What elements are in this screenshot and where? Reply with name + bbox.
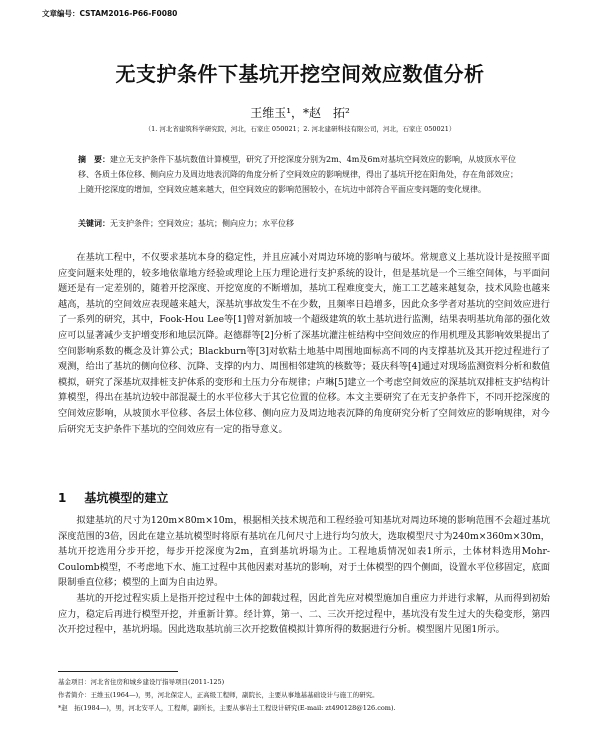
footnote-divider [58, 671, 178, 672]
article-number: 文章编号：CSTAM2016-P66-F0080 [42, 9, 178, 18]
keywords-text: 无支护条件；空间效应；基坑；侧向应力；水平位移 [110, 219, 294, 228]
abstract-label: 摘 要： [78, 154, 110, 164]
intro-paragraph: 在基坑工程中，不仅要求基坑本身的稳定性，并且应减小对周边环境的影响与破坏。常规意义上基坑设计是按照平面应变问题来处理的，较多地依靠地方经验或理论上压力理论进行支护系统的设计，但是基坑是一个三维空间体，与平面问题还是有一定差别的，随着开挖深度、开挖宽度的不断增加，基坑工程难度变大，施工工艺越来越复杂，技术风险也越来越高，基坑的空间效应表现越来越大，深基坑事故发生不在少数，且频率日趋增多，因此众多学者对基坑的空间效应进行了一系列的研究，其中，Fook-Hou Lee等[1]曾对新加坡一个超级建筑的软土基坑进行监测，结果表明基坑角部的强化效应可以显著减少支护增变形和地层沉降。赵德群等[2]分析了深基坑灌注桩结构中空间效应的作用机理及其影响效果提出了空间影响系数的概念及计算公式；Blackburn等[3]对软粘土地基中周围地面标高不同的内支撑基坑及其开挖过程进行了观测，给出了基坑的侧向位移、沉降、支撑的内力、周围相邻建筑的核数等；聂庆科等[4]通过对现场监测资料分析和数值模拟，研究了深基坑双排桩支护体系的变形和土压力分布规律；卢琳[5]建立一个考虑空间效应的深基坑双排桩支护结构计算模型，得出在基坑边较中部混凝土的水平位移大于其它位置的位移。本文主要研究了在无支护条件下，不同开挖深度的空间效应影响，从坡顶水平位移、各层土体位移、侧向应力及周边地表沉降的角度研究分析了空间效应的影响规律，对今后研究无支护条件下基坑的空间效应有一定的指导意义。 [58, 252, 550, 435]
section-paragraph: 基坑的开挖过程实质上是指开挖过程中土体的卸载过程，因此首先应对模型施加自重应力并进行求解，从而得到初始应力，稳定后再进行模型开挖，并重新计算。经计算，第一、二、三次开挖过程中，基坑没有发生过大的失稳变形，第四次开挖过程中，基坑坍塌。因此选取基坑前三次开挖数值模拟计算所得的数据进行分析。模型图片见图1所示。 [58, 593, 550, 636]
affiliation: （1. 河北省建筑科学研究院，河北，石家庄 050021；2. 河北建研科技有限公司，河北，石家庄 050021） [144, 125, 456, 133]
abstract-text: 建立无支护条件下基坑数值计算模型，研究了开挖深度分别为2m、4m及6m对基坑空间效应的影响，从坡顶水平位移、各质土体位移、侧向应力及周边地表沉降的角度分析了空间效应的影响规律，得出了基坑开挖在阳角处，存在角部效应；上随开挖深度的增加，空间效应越来越大，但空间效应的影响范围较小，在坑边中部符合平面应变问题的变化规律。 [78, 155, 518, 194]
footnote-author2: *赵 拓(1984—)，男，河北安平人，工程师，副所长，主要从事岩土工程设计研究(E-mail: zt490128@126.com). [58, 704, 396, 712]
paper-title: 无支护条件下基坑开挖空间效应数值分析 [115, 62, 485, 86]
footnote-funding: 基金项目：河北省住房和城乡建设厅指导项目(2011-125) [58, 678, 225, 686]
footnotes [58, 676, 550, 715]
abstract [78, 152, 524, 197]
keywords-label: 关键词： [78, 218, 110, 228]
authors: 王维玉¹，*赵 拓² [250, 106, 350, 120]
section-heading [58, 489, 168, 506]
section-title: 基坑模型的建立 [84, 491, 169, 505]
section-paragraph: 拟建基坑的尺寸为120m×80m×10m，根据相关技术规范和工程经验可知基坑对周边环境的影响范围不会超过基坑深度范围的3倍，因此在建立基坑模型时将原有基坑在几何尺寸上进行均匀放大，选取模型尺寸为240m×360m×30m，基坑开挖选用分步开挖，每步开挖深度为2m，直到基坑坍塌为止。工程地质情况如表1所示，土体材料选用Mohr-Coulomb模型，不考虑地下水、施工过程中其他因素对基坑的影响，对于土体模型的四个侧面，设置水平位移固定，底面限制垂直位移；模型的上面为自由边界。 [58, 515, 550, 589]
section-number: 1 [58, 491, 67, 505]
keywords [78, 218, 524, 229]
footnote-author1: 作者简介：王维玉(1964—)，男，河北保定人，正高级工程师，副院长，主要从事地基基础设计与施工的研究。 [58, 691, 379, 699]
